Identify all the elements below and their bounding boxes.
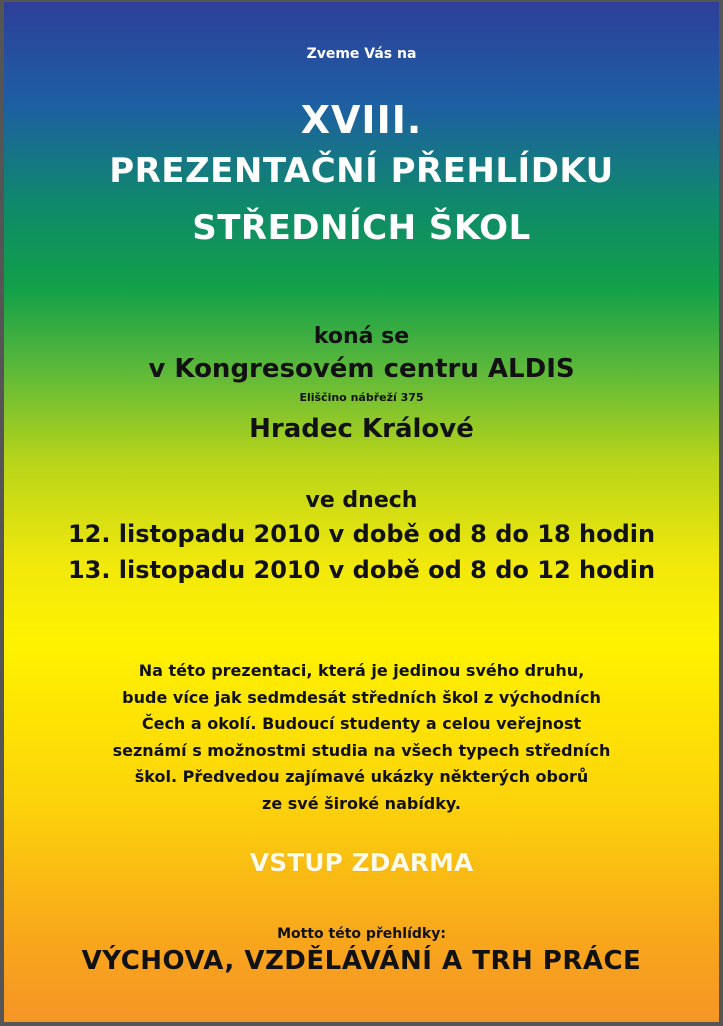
- event-poster: [4, 2, 719, 1022]
- venue-city: Hradec Králové: [249, 414, 474, 444]
- event-date: 12. listopadu 2010 v době od 8 do 18 hodin: [67, 520, 656, 548]
- poster-title-line: STŘEDNÍCH ŠKOL: [192, 208, 531, 248]
- motto-label: Motto této přehlídky:: [277, 926, 446, 942]
- description-line: ze své široké nabídky.: [262, 793, 461, 813]
- motto-text: VÝCHOVA, VZDĚLÁVÁNÍ A TRH PRÁCE: [81, 946, 642, 976]
- description-line: Čech a okolí. Budoucí studenty a celou veřejnost: [141, 714, 582, 733]
- event-description: [44, 658, 679, 817]
- venue-intro: koná se: [313, 324, 410, 349]
- description-line: bude více jak sedmdesát středních škol z východních: [122, 687, 601, 707]
- admission-text: VSTUP ZDARMA: [249, 848, 474, 877]
- invite-text: Zveme Vás na: [306, 46, 417, 62]
- poster-title-edition: XVIII.: [300, 98, 423, 142]
- description-line: škol. Předvedou zajímavé ukázky některých oborů: [134, 767, 589, 786]
- description-line: seznámí s možnostmi studia na všech typech středních: [112, 740, 611, 760]
- venue-address: Eliščino nábřeží 375: [299, 391, 424, 404]
- dates-intro: ve dnech: [305, 488, 418, 513]
- poster-title-line: PREZENTAČNÍ PŘEHLÍDKU: [109, 151, 614, 191]
- venue-name: v Kongresovém centru ALDIS: [148, 354, 575, 384]
- event-date: 13. listopadu 2010 v době od 8 do 12 hodin: [67, 556, 656, 584]
- description-line: Na této prezentaci, která je jedinou svého druhu,: [138, 661, 585, 680]
